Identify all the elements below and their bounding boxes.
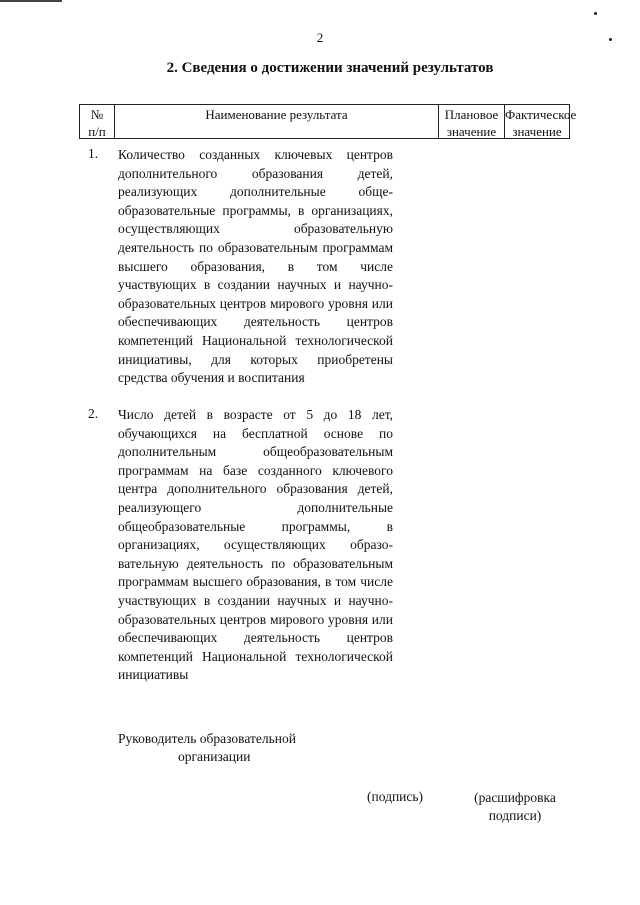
signature-decoding-line2: подписи) <box>488 808 542 823</box>
header-actual-value <box>505 105 577 139</box>
row-2-number: 2. <box>88 406 99 421</box>
header-number-line1: № <box>90 107 104 122</box>
page-number: 2 <box>316 30 324 45</box>
scan-speck <box>609 38 612 41</box>
signature-decoding-line1: (расшифровка <box>474 790 556 805</box>
header-planned-value <box>439 105 505 138</box>
header-actual-line1: Фактическое <box>505 107 577 122</box>
row-2-result-text: Число детей в возрасте от 5 до 18 лет, обучающихся на бесплатной основе по дополнительным общеобразовательным программам на базе созданного ключевого центра дополнительного образования детей, реализующего дополнительные общеобразовательные программы, в организациях, осуществляющих образовательную деятельность по образовательным программам высшего образования, в том числе участвующих в создании научных и научно-образовательных центров мирового уровня или обеспечивающих деятельность центров компетенций Национальной технологической инициативы <box>118 407 393 683</box>
signature-label: (подпись) <box>367 789 424 804</box>
scan-edge-mark <box>0 0 62 2</box>
row-1-result-text: Количество созданных ключевых центров дополнительного образования детей, реализующих дополнительные общеобразовательные программы, в организациях, осуществляющих образовательную деятельность по образовательным программам высшего образования, в том числе участвующих в создании научных и научно-образовательных центров мирового уровня или обеспечивающих деятельность центров компетенций Национальной технологической инициативы, для которых приобретены средства обучения и воспитания <box>118 147 393 386</box>
signatory-role <box>118 730 296 766</box>
header-planned-line1: Плановое <box>444 107 499 122</box>
scan-speck <box>594 12 597 15</box>
header-result-name-label: Наименование результата <box>205 107 348 122</box>
header-result-name <box>115 105 439 138</box>
signatory-role-line2: организации <box>178 749 251 764</box>
signature-decoding <box>455 789 575 825</box>
header-planned-line2: значение <box>446 124 497 139</box>
header-actual-line2: значение <box>512 124 562 139</box>
results-table-header <box>79 104 577 139</box>
header-number-line2: п/п <box>88 124 106 139</box>
section-title: 2. Сведения о достижении значений результатов <box>166 60 494 76</box>
signatory-role-line1: Руководитель образовательной <box>118 731 296 746</box>
row-1-number: 1. <box>88 146 99 161</box>
header-number <box>80 105 115 138</box>
